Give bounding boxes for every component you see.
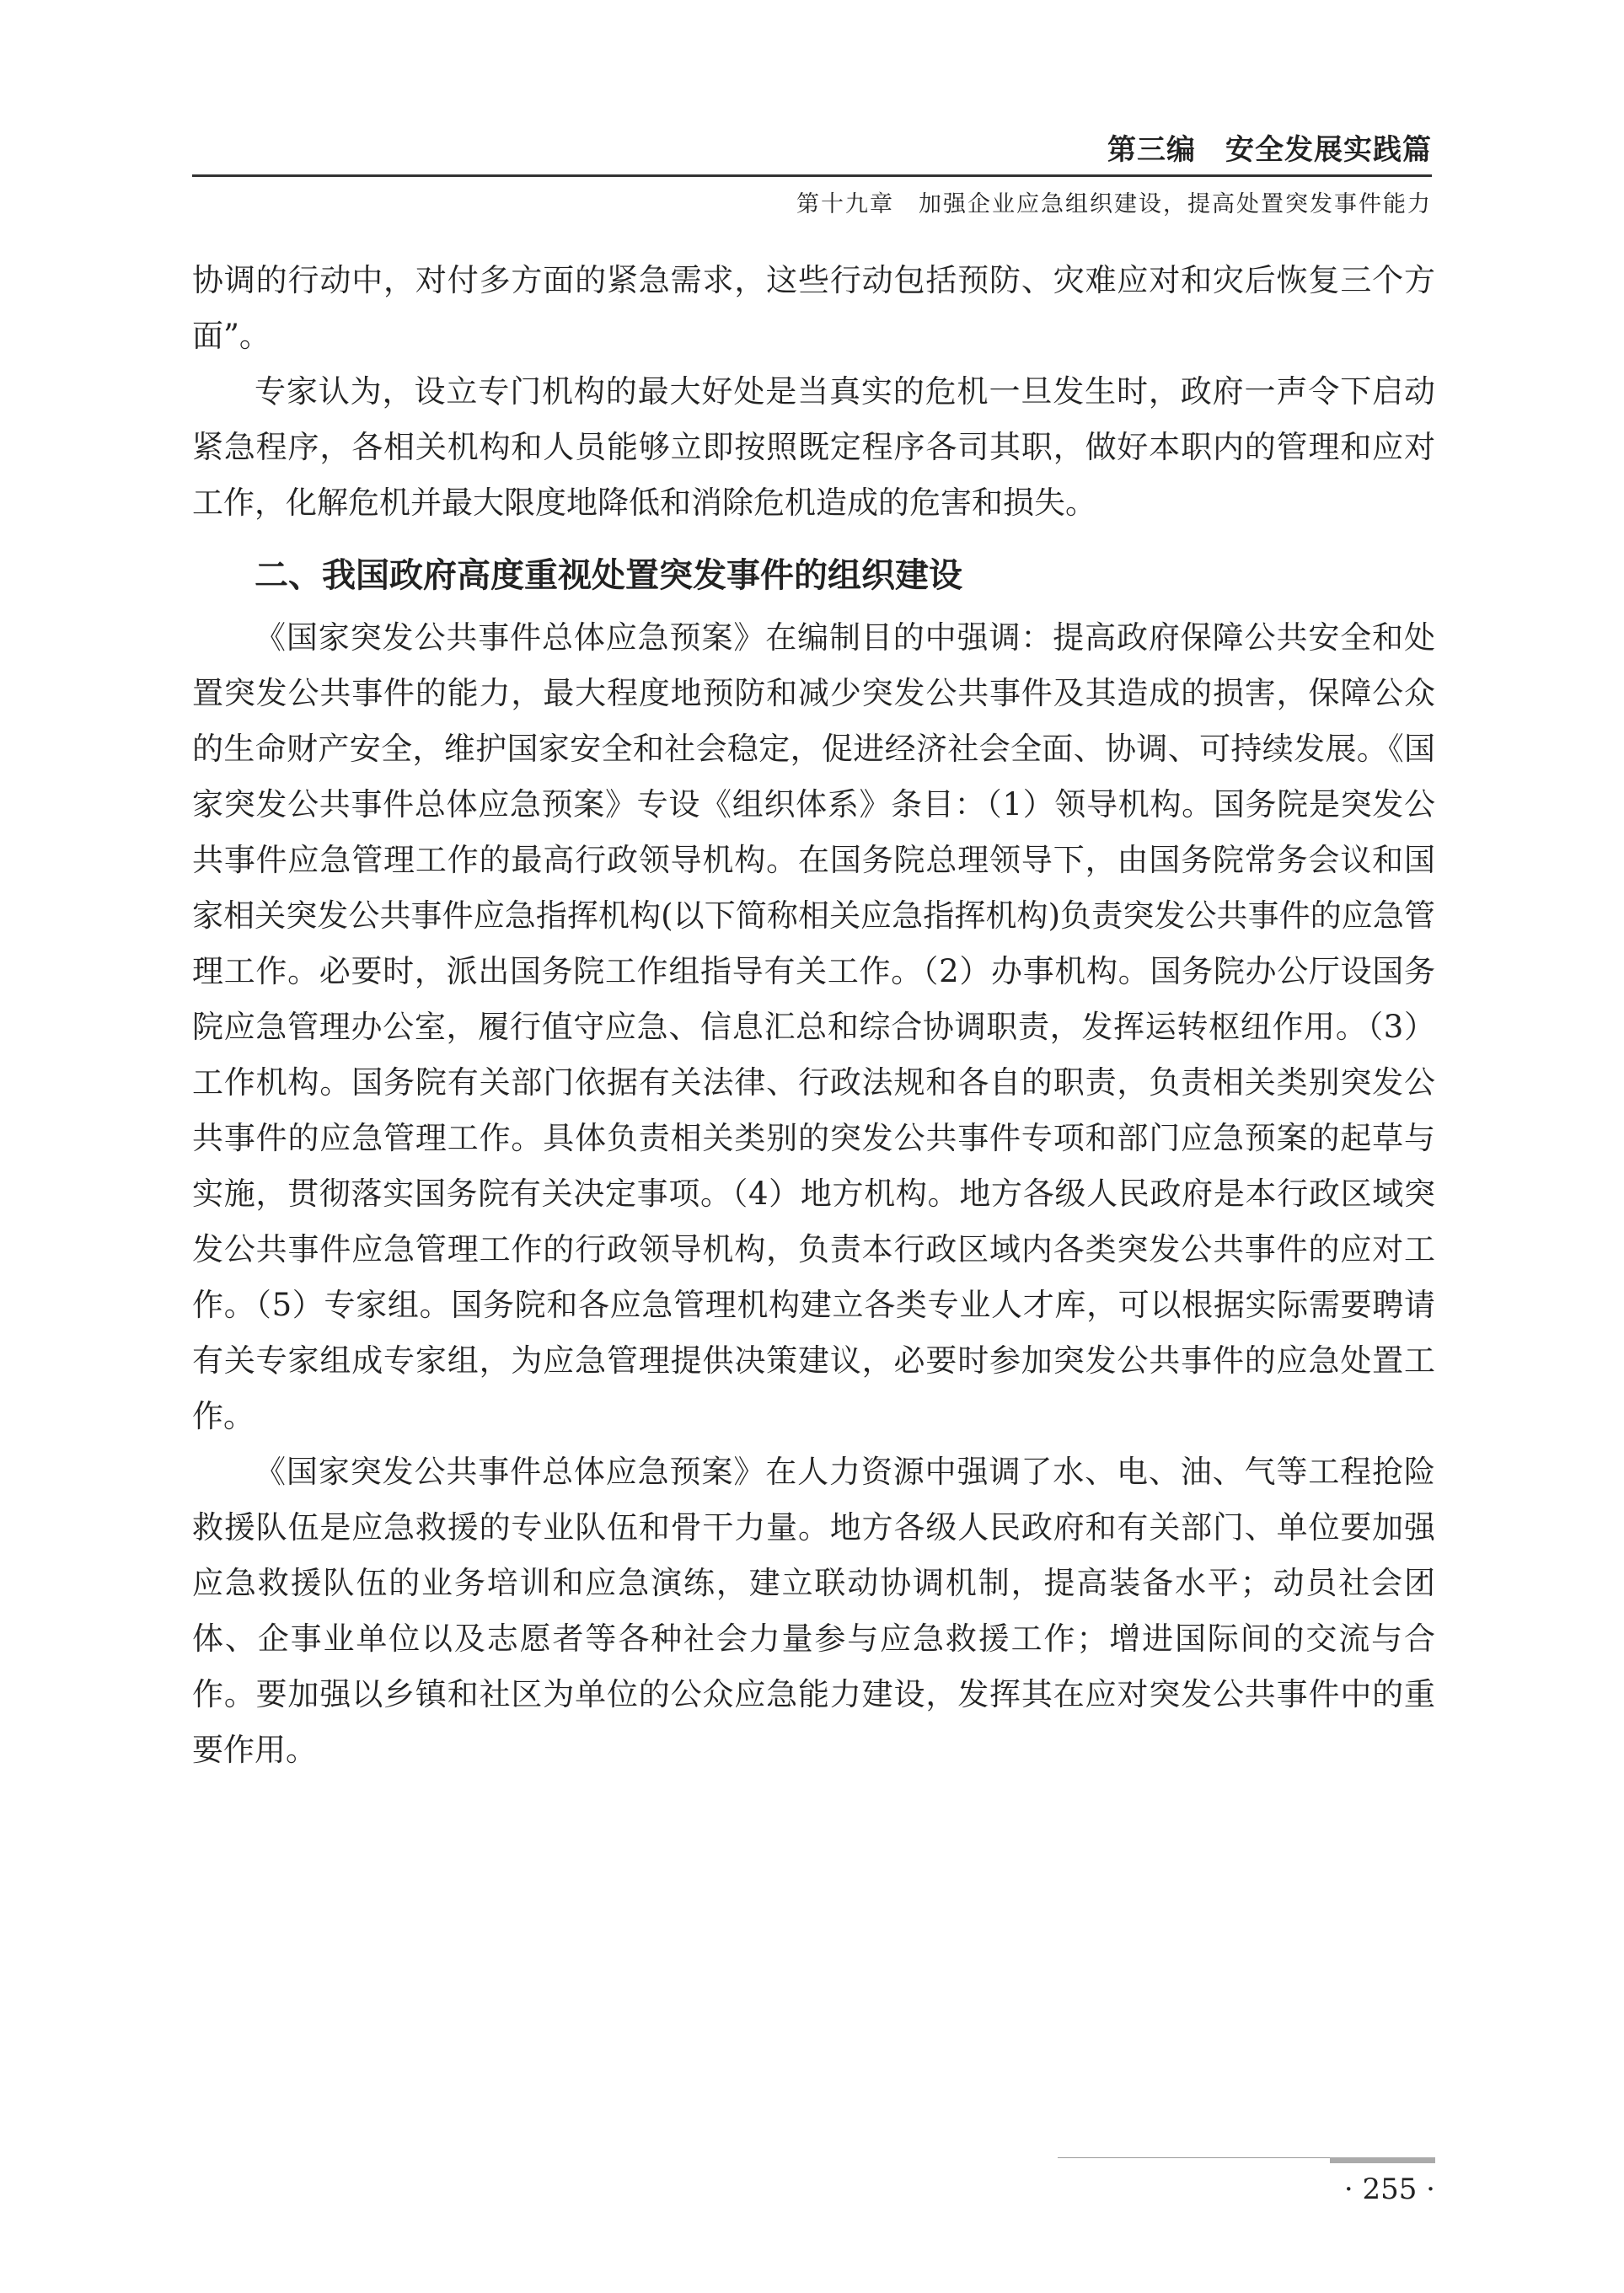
paragraph-human-resources: 《国家突发公共事件总体应急预案》在人力资源中强调了水、电、油、气等工程抢险救援队伍是应急救援的专业队伍和骨干力量。地方各级人民政府和有关部门、单位要加强应急救援队伍的业务培训和应急演练，建立联动协调机制，提高装备水平；动员社会团体、企事业单位以及志愿者等各种社会力量参与应急救援工作；增进国际间的交流与合作。要加强以乡镇和社区为单位的公众应急能力建设，发挥其在应对突发公共事件中的重要作用。 (192, 1454, 1435, 1768)
body-text (192, 253, 1435, 1778)
section-heading: 二、我国政府高度重视处置突发事件的组织建设 (255, 556, 962, 595)
footer-rule-accent (1330, 2157, 1435, 2163)
chapter-title: 第十九章 加强企业应急组织建设，提高处置突发事件能力 (796, 191, 1432, 217)
paragraph-expert-opinion: 专家认为，设立专门机构的最大好处是当真实的危机一旦发生时，政府一声令下启动紧急程序，各相关机构和人员能够立即按照既定程序各司其职，做好本职内的管理和应对工作，化解危机并最大限度地降低和消除危机造成的危害和损失。 (192, 373, 1435, 521)
paragraph-organization-system: 《国家突发公共事件总体应急预案》在编制目的中强调：提高政府保障公共安全和处置突发公共事件的能力，最大程度地预防和减少突发公共事件及其造成的损害，保障公众的生命财产安全，维护国家安全和社会稳定，促进经济社会全面、协调、可持续发展。《国家突发公共事件总体应急预案》专设《组织体系》条目：（1）领导机构。国务院是突发公共事件应急管理工作的最高行政领导机构。在国务院总理领导下，由国务院常务会议和国家相关突发公共事件应急指挥机构(以下简称相关应急指挥机构)负责突发公共事件的应急管理工作。必要时，派出国务院工作组指导有关工作。（2）办事机构。国务院办公厅设国务院应急管理办公室，履行值守应急、信息汇总和综合协调职责，发挥运转枢纽作用。（3）工作机构。国务院有关部门依据有关法律、行政法规和各自的职责，负责相关类别突发公共事件的应急管理工作。具体负责相关类别的突发公共事件专项和部门应急预案的起草与实施，贯彻落实国务院有关决定事项。（4）地方机构。地方各级人民政府是本行政区域突发公共事件应急管理工作的行政领导机构，负责本行政区域内各类突发公共事件的应对工作。（5）专家组。国务院和各应急管理机构建立各类专业人才库，可以根据实际需要聘请有关专家组成专家组，为应急管理提供决策建议，必要时参加突发公共事件的应急处置工作。 (192, 619, 1435, 1434)
part-title: 第三编 安全发展实践篇 (1107, 133, 1432, 167)
paragraph-continuation: 协调的行动中，对付多方面的紧急需求，这些行动包括预防、灾难应对和灾后恢复三个方面”。 (192, 262, 1435, 354)
header-rule (192, 174, 1432, 177)
page-number: · 255 · (1343, 2172, 1435, 2206)
